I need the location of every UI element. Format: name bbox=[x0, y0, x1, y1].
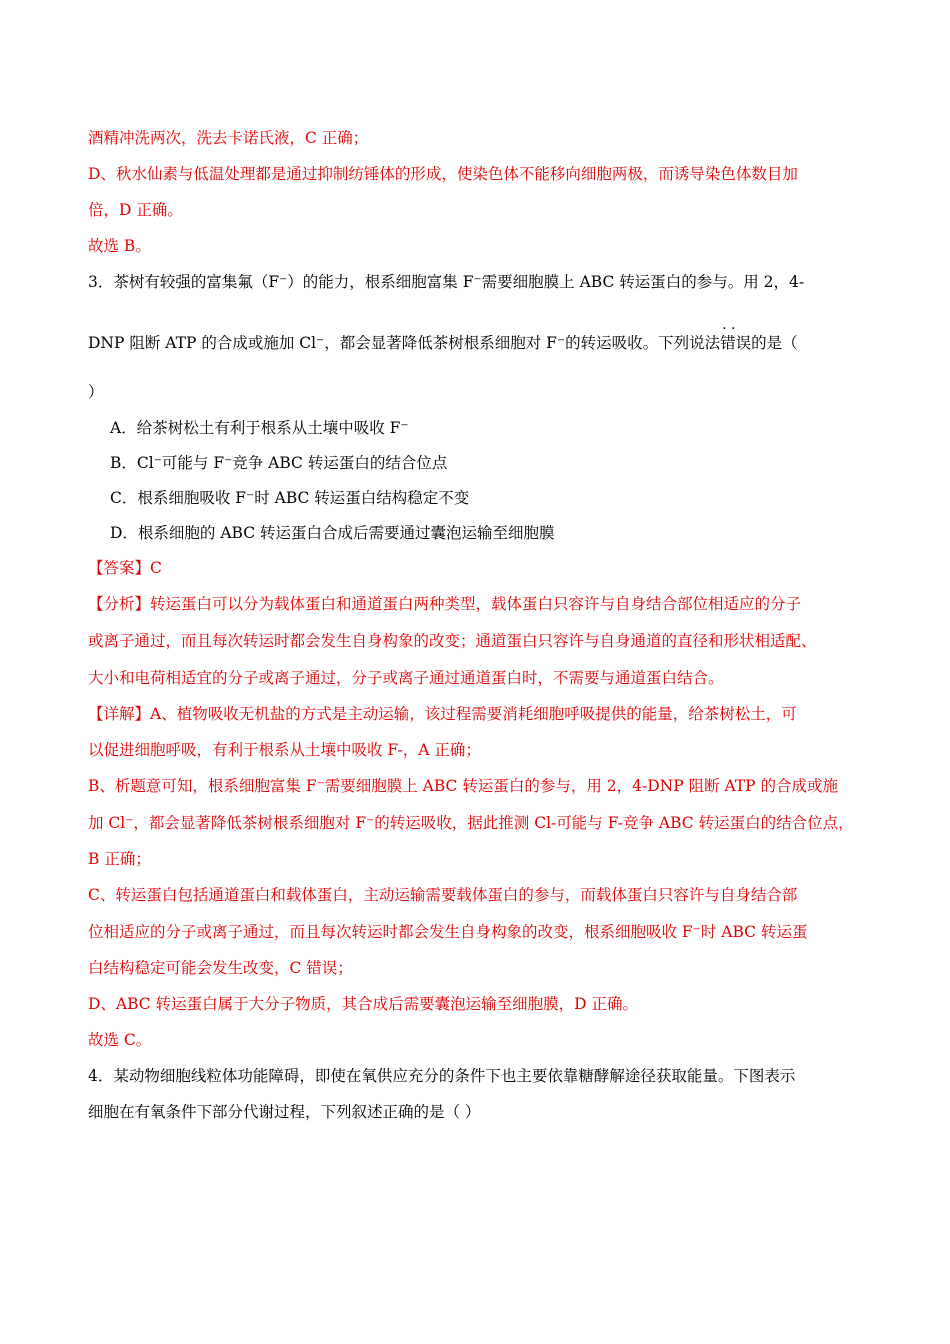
detail-line: 白结构稳定可能会发生改变，C 错误； bbox=[88, 959, 353, 977]
analysis-line: 或离子通过，而且每次转运时都会发生自身构象的改变；通道蛋白只容许与自身通道的直径和形状相适配、 bbox=[88, 632, 817, 650]
analysis-line: 【分析】转运蛋白可以分为载体蛋白和通道蛋白两种类型，载体蛋白只容许与自身结合部位相适应的分子 bbox=[88, 595, 802, 613]
option-d: D．根系细胞的 ABC 转运蛋白合成后需要通过囊泡运输至细胞膜 bbox=[110, 524, 555, 542]
option-b: B．Cl⁻可能与 F⁻竞争 ABC 转运蛋白的结合位点 bbox=[110, 454, 448, 472]
text-line: 酒精冲洗两次，洗去卡诺氏液，C 正确； bbox=[88, 129, 369, 147]
text-line: D、秋水仙素与低温处理都是通过抑制纺锤体的形成，使染色体不能移向细胞两极，而诱导染色体数目加 bbox=[88, 165, 798, 183]
option-a: A．给茶树松土有利于根系从土壤中吸收 F⁻ bbox=[110, 419, 409, 437]
detail-line: 加 Cl⁻，都会显著降低茶树根系细胞对 F⁻的转运吸收，据此推测 Cl-可能与 F-竞争 ABC 转运蛋白的结合位点， bbox=[88, 814, 854, 832]
text-line: 倍，D 正确。 bbox=[88, 201, 183, 219]
stem-part: 的是（ bbox=[751, 334, 798, 352]
question-3-stem-cont bbox=[88, 333, 798, 353]
detail-line: D、ABC 转运蛋白属于大分子物质，其合成后需要囊泡运输至细胞膜，D 正确。 bbox=[88, 995, 638, 1013]
question-3-bracket: ） bbox=[88, 383, 104, 401]
question-3-stem: 3．茶树有较强的富集氟（F⁻）的能力，根系细胞富集 F⁻需要细胞膜上 ABC 转运蛋白的参与。用 2，4- bbox=[88, 273, 805, 291]
stem-part: DNP 阻断 ATP 的合成或施加 Cl⁻，都会显著降低茶树根系细胞对 F⁻的转运吸收。下列说法 bbox=[88, 334, 721, 352]
analysis-line: 大小和电荷相适宜的分子或离子通过，分子或离子通过通道蛋白时，不需要与通道蛋白结合。 bbox=[88, 669, 724, 687]
text-line: 故选 B。 bbox=[88, 237, 151, 255]
detail-line: B 正确； bbox=[88, 850, 151, 868]
option-c: C．根系细胞吸收 F⁻时 ABC 转运蛋白结构稳定不变 bbox=[110, 489, 470, 507]
question-4-stem-cont: 细胞在有氧条件下部分代谢过程，下列叙述正确的是（ ） bbox=[88, 1103, 481, 1121]
detail-line: 故选 C。 bbox=[88, 1031, 152, 1049]
detail-line: 【详解】A、植物吸收无机盐的方式是主动运输，该过程需要消耗细胞呼吸提供的能量，给茶树松土，可 bbox=[88, 705, 797, 723]
answer-label: 【答案】C bbox=[88, 559, 162, 577]
detail-line: 以促进细胞呼吸，有利于根系从土壤中吸收 F-，A 正确； bbox=[88, 741, 481, 759]
question-4-stem: 4．某动物细胞线粒体功能障碍，即使在氧供应充分的条件下也主要依靠糖酵解途径获取能量。下图表示 bbox=[88, 1067, 796, 1085]
emphasis-text: · · 错误 bbox=[720, 333, 751, 353]
detail-line: C、转运蛋白包括通道蛋白和载体蛋白，主动运输需要载体蛋白的参与，而载体蛋白只容许与自身结合部 bbox=[88, 886, 798, 904]
detail-line: B、析题意可知，根系细胞富集 F⁻需要细胞膜上 ABC 转运蛋白的参与，用 2，4-DNP 阻断 ATP 的合成或施 bbox=[88, 777, 839, 795]
detail-line: 位相适应的分子或离子通过，而且每次转运时都会发生自身构象的改变，根系细胞吸收 F⁻时 ABC 转运蛋 bbox=[88, 923, 808, 941]
